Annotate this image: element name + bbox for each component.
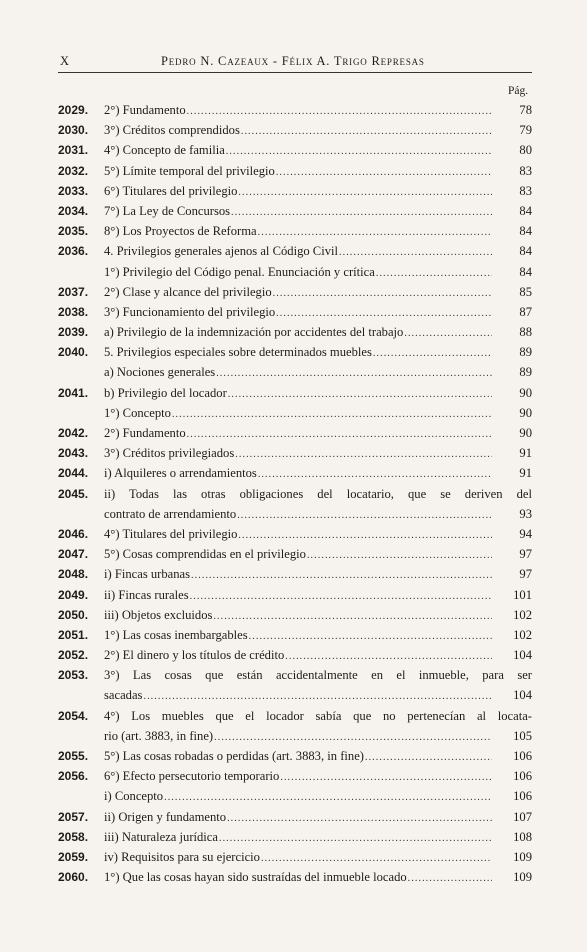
entry-page: 106 [513,789,532,804]
entry-title: ii) Origen y fundamento [104,809,227,824]
entry-title: a) Nociones generales [104,365,216,380]
entry-title: 4°) Titulares del privilegio [104,526,238,541]
toc-entry [58,100,532,120]
toc-entry [58,241,532,261]
dot-leader [339,243,492,263]
entry-title: 7°) La Ley de Concursos [104,203,231,218]
entry-title: 5°) Las cosas robadas o perdidas (art. 3883, in fine) [104,749,364,763]
entry-page: 78 [519,103,532,117]
dot-leader [307,546,492,566]
section-number: 2040. [58,345,89,360]
entry-page: 85 [519,284,532,299]
dot-leader [228,385,492,405]
toc-entry [58,181,532,201]
entry-title: 3°) Funcionamiento del privilegio [104,304,276,319]
section-number: 2049. [58,587,89,602]
entry-title-continuation: sacadas [104,688,143,703]
section-number: 2052. [58,648,89,663]
toc-entry [58,443,532,463]
entry-title: 2°) Fundamento [104,103,186,117]
entry-title: 1°) Privilegio del Código penal. Enunciación y crítica [104,264,375,279]
entry-page: 109 [513,849,532,864]
running-header [58,50,532,73]
entry-title: 8°) Los Proyectos de Reforma [104,224,257,239]
dot-leader [219,829,492,849]
dot-leader [365,748,492,768]
entry-page: 88 [519,325,532,340]
dot-leader [238,183,492,203]
entry-title: 1°) Que las cosas hayan sido sustraídas del inmueble locado [104,870,407,885]
dot-leader [237,506,492,526]
entry-title: 5°) Cosas comprendidas en el privilegio [104,547,306,562]
entry-title: iv) Requisitos para su ejercicio [104,849,260,864]
toc-entry [58,403,532,423]
dot-leader [404,324,492,344]
dot-leader [214,728,492,748]
entry-title-continuation: rio (art. 3883, in fine) [104,728,214,743]
toc-entry [58,484,532,524]
entry-page: 102 [513,627,532,642]
entry-page: 91 [519,446,532,461]
toc-entry [58,564,532,584]
entry-page: 84 [519,224,532,239]
dot-leader [258,223,492,243]
toc-entry [58,423,532,443]
dot-leader [187,425,492,445]
entry-title: 3°) Créditos privilegiados [104,446,235,461]
entry-page: 109 [513,870,532,885]
toc-entry [58,282,532,302]
entry-page: 84 [519,264,532,279]
entry-page: 108 [513,829,532,844]
section-number: 2056. [58,769,89,784]
entry-title: i) Fincas urbanas [104,567,191,582]
toc-entry [58,766,532,786]
toc-entry [58,140,532,160]
section-number: 2030. [58,123,89,138]
entry-page: 84 [519,203,532,218]
toc-entry [58,585,532,605]
dot-leader [238,526,492,546]
dot-leader [187,102,492,122]
dot-leader [249,627,492,647]
section-number: 2031. [58,143,89,158]
entry-title: 6°) Titulares del privilegio [104,183,238,198]
toc-entry [58,120,532,140]
entry-title: 4°) Los muebles que el locador sabía que no pertenecían al locata- [104,708,532,723]
entry-page: 89 [519,365,532,380]
section-number: 2057. [58,809,89,824]
section-number: 2055. [58,749,89,763]
entry-page: 91 [519,466,532,481]
entry-title: iii) Naturaleza jurídica [104,829,218,844]
entry-page: 90 [519,405,532,420]
section-number: 2043. [58,446,89,461]
entry-title: 4°) Concepto de familia [104,143,225,158]
dot-leader [280,768,492,788]
entry-title: 4. Privilegios generales ajenos al Código Civil [104,244,338,259]
dot-leader [216,364,492,384]
section-number: 2038. [58,304,89,319]
section-number: 2037. [58,284,89,299]
toc-entry [58,201,532,221]
section-number: 2029. [58,103,89,117]
section-number: 2051. [58,627,89,642]
dot-leader [373,344,492,364]
toc-entry [58,625,532,645]
toc-entry [58,383,532,403]
table-of-contents [58,100,532,887]
dot-leader [376,264,492,284]
toc-entry [58,645,532,665]
section-number: 2035. [58,224,89,239]
section-number: 2059. [58,849,89,864]
dot-leader [143,687,492,707]
running-header-authors: Pedro N. Cazeaux - Félix A. Trigo Represas [161,54,425,68]
entry-page: 101 [513,587,532,602]
entry-title: 6°) Efecto persecutorio temporario [104,769,280,784]
section-number: 2054. [58,708,89,723]
entry-title: 5°) Límite temporal del privilegio [104,163,275,178]
page-number: X [60,54,70,68]
entry-title: 1°) Concepto [104,405,171,420]
toc-entry [58,322,532,342]
section-number: 2039. [58,325,89,340]
toc-entry [58,847,532,867]
entry-page: 90 [519,426,532,440]
section-number: 2053. [58,668,89,683]
toc-entry [58,302,532,322]
entry-title: ii) Todas las otras obligaciones del locatario, que se deriven del [104,486,532,501]
entry-title: 1°) Las cosas inembargables [104,627,248,642]
entry-page: 80 [519,143,532,158]
dot-leader [258,465,492,485]
dot-leader [273,284,492,304]
entry-title: ii) Fincas rurales [104,587,189,602]
entry-page: 106 [513,769,532,784]
entry-title: a) Privilegio de la indemnización por accidentes del trabajo [104,325,404,340]
toc-entry [58,827,532,847]
section-number: 2050. [58,607,89,622]
toc-entry [58,544,532,564]
entry-page: 107 [513,809,532,824]
section-number: 2041. [58,385,89,400]
section-number: 2042. [58,426,89,440]
entry-page: 87 [519,304,532,319]
toc-entry [58,362,532,382]
dot-leader [191,566,492,586]
entry-page: 97 [519,547,532,562]
toc-entry [58,524,532,544]
entry-page: 93 [519,506,532,521]
entry-page: 106 [513,749,532,763]
toc-entry [58,746,532,766]
dot-leader [261,849,492,869]
page-column-label: Pág. [508,85,529,97]
section-number: 2047. [58,547,89,562]
entry-title: 2°) Clase y alcance del privilegio [104,284,272,299]
entry-title: i) Alquileres o arrendamientos [104,466,257,481]
section-number: 2036. [58,244,89,259]
toc-entry [58,786,532,806]
dot-leader [226,142,492,162]
section-number: 2033. [58,183,89,198]
entry-page: 104 [513,688,532,703]
entry-page: 104 [513,648,532,663]
dot-leader [241,122,492,142]
dot-leader [164,788,492,808]
dot-leader [235,445,492,465]
toc-entry [58,807,532,827]
entry-page: 89 [519,345,532,360]
entry-page: 102 [513,607,532,622]
toc-entry [58,463,532,483]
entry-page: 90 [519,385,532,400]
toc-entry [58,665,532,705]
section-number: 2058. [58,829,89,844]
dot-leader [276,304,492,324]
section-number: 2048. [58,567,89,582]
section-number: 2060. [58,870,89,885]
section-number: 2046. [58,526,89,541]
entry-page: 83 [519,183,532,198]
dot-leader [231,203,492,223]
entry-title: 5. Privilegios especiales sobre determinados muebles [104,345,372,360]
entry-page: 79 [519,123,532,138]
section-number: 2032. [58,163,89,178]
toc-entry [58,342,532,362]
entry-title: 2°) El dinero y los títulos de crédito [104,648,285,663]
entry-page: 105 [513,728,532,743]
toc-entry [58,867,532,887]
dot-leader [227,809,492,829]
entry-page: 97 [519,567,532,582]
section-number: 2044. [58,466,89,481]
dot-leader [213,607,492,627]
toc-entry [58,262,532,282]
toc-entry [58,161,532,181]
entry-page: 84 [519,244,532,259]
dot-leader [276,163,492,183]
dot-leader [285,647,492,667]
entry-page: 83 [519,163,532,178]
section-number: 2034. [58,203,89,218]
entry-title: 3°) Las cosas que están accidentalmente en el inmueble, para ser [104,668,532,683]
section-number: 2045. [58,486,89,501]
entry-title: 2°) Fundamento [104,426,186,440]
dot-leader [190,587,492,607]
toc-entry [58,221,532,241]
entry-title: b) Privilegio del locador [104,385,227,400]
entry-title-continuation: contrato de arrendamiento [104,506,237,521]
entry-title: iii) Objetos excluidos [104,607,213,622]
dot-leader [172,405,492,425]
entry-title: i) Concepto [104,789,164,804]
entry-title: 3°) Créditos comprendidos [104,123,240,138]
toc-entry [58,605,532,625]
dot-leader [408,869,492,889]
toc-entry [58,706,532,746]
entry-page: 94 [519,526,532,541]
